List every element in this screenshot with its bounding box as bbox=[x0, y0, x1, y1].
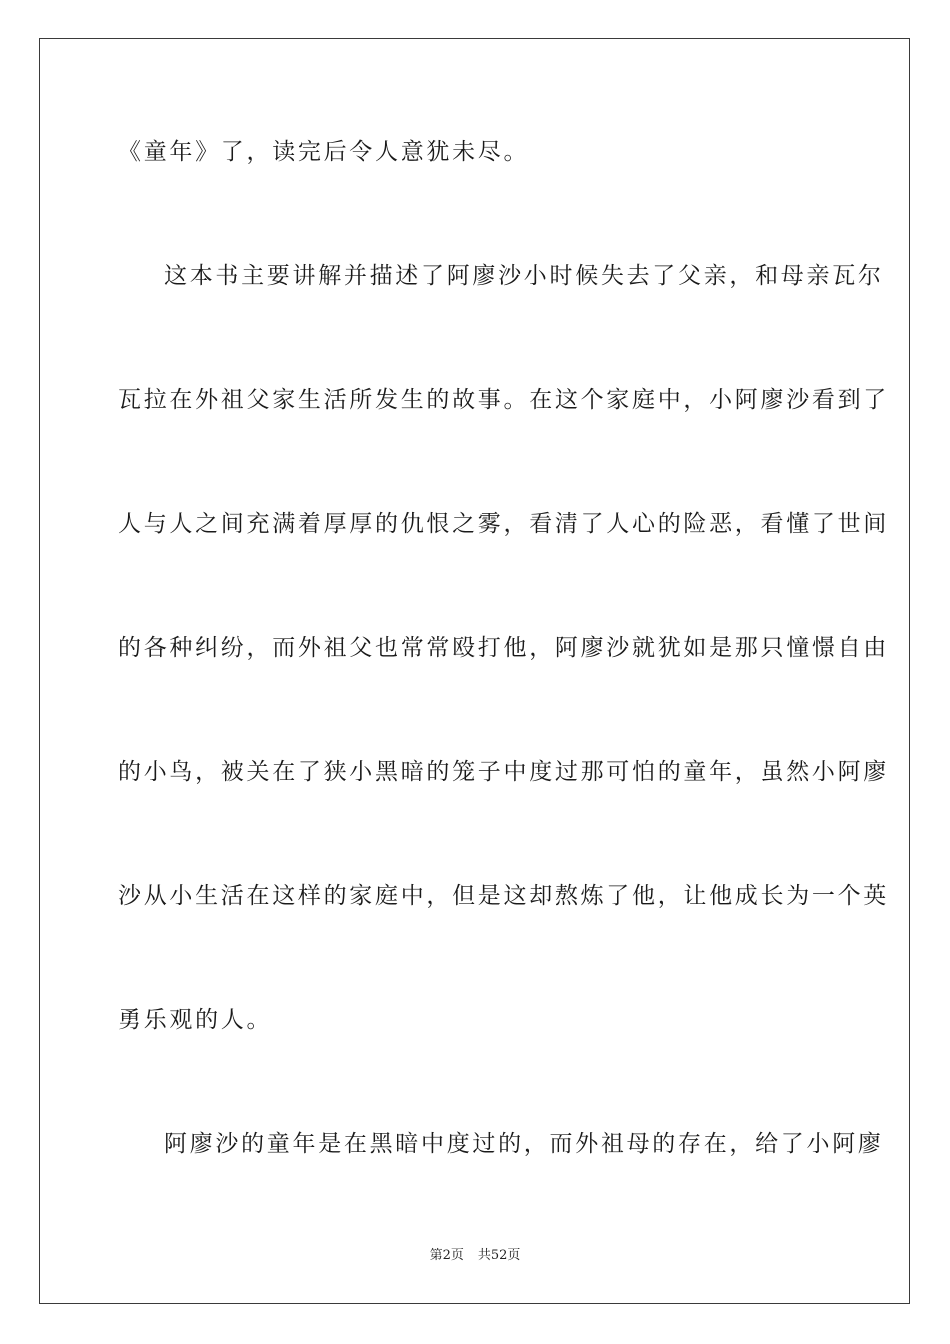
text-line-9: 阿廖沙的童年是在黑暗中度过的，而外祖母的存在，给了小阿廖 bbox=[164, 1131, 884, 1157]
total-pages: 共52页 bbox=[477, 1248, 521, 1263]
text-line-6: 的小鸟，被关在了狭小黑暗的笼子中度过那可怕的童年，虽然小阿廖 bbox=[118, 759, 889, 785]
text-line-1: 《童年》了，读完后令人意犹未尽。 bbox=[118, 139, 530, 165]
page-footer bbox=[0, 1247, 950, 1265]
text-line-3: 瓦拉在外祖父家生活所发生的故事。在这个家庭中，小阿廖沙看到了 bbox=[118, 387, 889, 413]
page-border bbox=[39, 38, 910, 1304]
page-number: 第2页 bbox=[429, 1248, 464, 1263]
text-line-4: 人与人之间充满着厚厚的仇恨之雾，看清了人心的险恶，看懂了世间 bbox=[118, 511, 889, 537]
text-line-5: 的各种纠纷，而外祖父也常常殴打他，阿廖沙就犹如是那只憧憬自由 bbox=[118, 635, 889, 661]
text-line-8: 勇乐观的人。 bbox=[118, 1007, 273, 1033]
text-line-2: 这本书主要讲解并描述了阿廖沙小时候失去了父亲，和母亲瓦尔 bbox=[164, 263, 884, 289]
text-line-7: 沙从小生活在这样的家庭中，但是这却熬炼了他，让他成长为一个英 bbox=[118, 883, 889, 909]
